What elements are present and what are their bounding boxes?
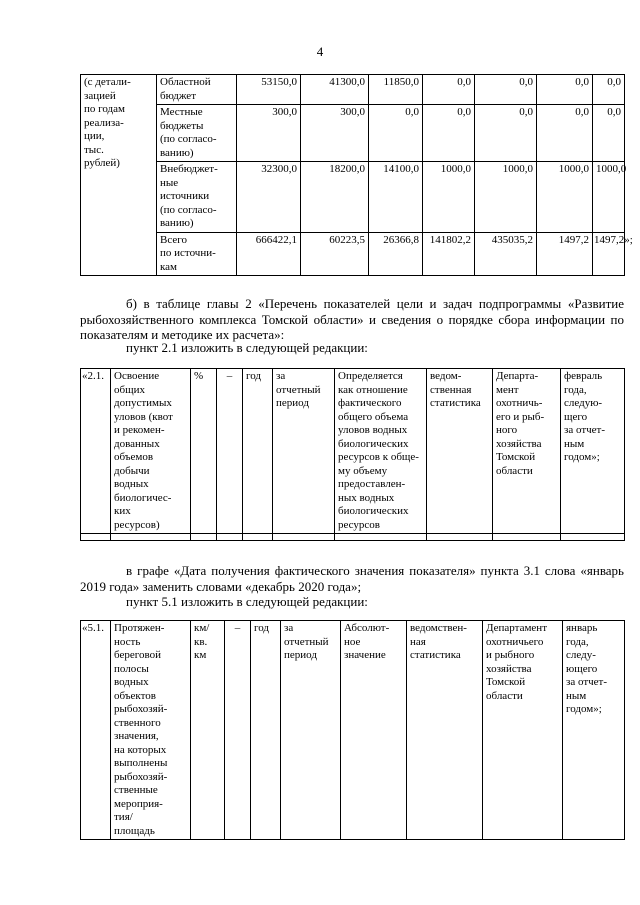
table-row — [81, 534, 625, 541]
table-row — [81, 105, 625, 162]
funding-value: 1497,2 — [537, 232, 593, 276]
funding-value: 26366,8 — [369, 232, 423, 276]
indicator-name: Освоение общих допустимых уловов (квот и рекомен- дованных объемов добычи водных биологичес- ких ресурсов) — [111, 369, 191, 534]
funding-value: 11850,0 — [369, 75, 423, 105]
funding-value: 1000,0 — [475, 162, 537, 233]
table-row — [81, 369, 625, 534]
item-number: «2.1. — [81, 369, 111, 534]
funding-value: 60223,5 — [301, 232, 369, 276]
table-row — [81, 162, 625, 233]
calculation-method: Определяется как отношение фактического общего объема уловов водных биологических ресурсов к обще- му объему предоставлен- ных водных биологических ресурсов — [335, 369, 427, 534]
funding-value: 0,0 — [593, 105, 625, 162]
funding-value: 0,0 — [423, 75, 475, 105]
unit: км/ кв. км — [191, 621, 225, 840]
table-row — [81, 621, 625, 840]
period: за отчетный период — [281, 621, 341, 840]
responsible: Департа- мент охотничь- его и рыб- ного хозяйства Томской области — [493, 369, 561, 534]
indicator-table-5-1 — [80, 620, 625, 840]
table-row — [81, 232, 625, 276]
funding-value: 32300,0 — [237, 162, 301, 233]
funding-value: 41300,0 — [301, 75, 369, 105]
unit: % — [191, 369, 217, 534]
funding-period-label: (с детали- зацией по годам реализа- ции, тыс. рублей) — [81, 75, 157, 276]
funding-value: 666422,1 — [237, 232, 301, 276]
paragraph-item-5-1: пункт 5.1 изложить в следующей редакции: — [126, 594, 368, 609]
funding-source: Местные бюджеты (по согласо- ванию) — [157, 105, 237, 162]
date: февраль года, следую- щего за отчет- ным годом»; — [561, 369, 625, 534]
responsible: Департамент охотничьего и рыбного хозяйства Томской области — [483, 621, 563, 840]
funding-value: 0,0 — [593, 75, 625, 105]
item-number: «5.1. — [81, 621, 111, 840]
funding-value: 53150,0 — [237, 75, 301, 105]
data-source: ведомствен- ная статистика — [407, 621, 483, 840]
calculation-method: Абсолют- ное значение — [341, 621, 407, 840]
paragraph-item-2-1: пункт 2.1 изложить в следующей редакции: — [126, 340, 368, 355]
funding-value: 0,0 — [537, 105, 593, 162]
indicator-table-2-1 — [80, 368, 625, 541]
periodicity: год — [251, 621, 281, 840]
funding-source: Всего по источни- кам — [157, 232, 237, 276]
date: январь года, следу- ющего за отчет- ным годом»; — [563, 621, 625, 840]
funding-value: 0,0 — [475, 75, 537, 105]
funding-source: Областной бюджет — [157, 75, 237, 105]
funding-value: 1497,2»; — [593, 232, 625, 276]
funding-table — [80, 74, 633, 276]
funding-value: 300,0 — [301, 105, 369, 162]
funding-value: 141802,2 — [423, 232, 475, 276]
funding-value: 14100,0 — [369, 162, 423, 233]
funding-source: Внебюджет- ные источники (по согласо- ванию) — [157, 162, 237, 233]
funding-value: 18200,0 — [301, 162, 369, 233]
funding-value: 1000,0 — [593, 162, 625, 233]
funding-value: 300,0 — [237, 105, 301, 162]
funding-value: 0,0 — [537, 75, 593, 105]
periodicity: год — [243, 369, 273, 534]
dash-cell: – — [217, 369, 243, 534]
indicator-name: Протяжен- ность береговой полосы водных объектов рыбохозяй- ственного значения, на которых выполнены рыбохозяй- ственные мероприя- тия/ площадь — [111, 621, 191, 840]
funding-value: 435035,2 — [475, 232, 537, 276]
funding-value: 0,0 — [369, 105, 423, 162]
paragraph-item-3-1: в графе «Дата получения фактического значения показателя» пункта 3.1 слова «январь 2019 года» заменить словами «декабрь 2020 года»; — [80, 563, 624, 594]
funding-value: 1000,0 — [537, 162, 593, 233]
funding-value: 0,0 — [423, 105, 475, 162]
period: за отчетный период — [273, 369, 335, 534]
funding-value: 1000,0 — [423, 162, 475, 233]
dash-cell: – — [225, 621, 251, 840]
data-source: ведом- ственная статистика — [427, 369, 493, 534]
paragraph-b: б) в таблице главы 2 «Перечень показателей цели и задач подпрограммы «Развитие рыбохозяйственного комплекса Томской области» и сведения о порядке сбора информации по показателям и методике их расчета»: — [80, 296, 624, 342]
funding-value: 0,0 — [475, 105, 537, 162]
page-number: 4 — [316, 44, 324, 59]
table-row — [81, 75, 625, 105]
